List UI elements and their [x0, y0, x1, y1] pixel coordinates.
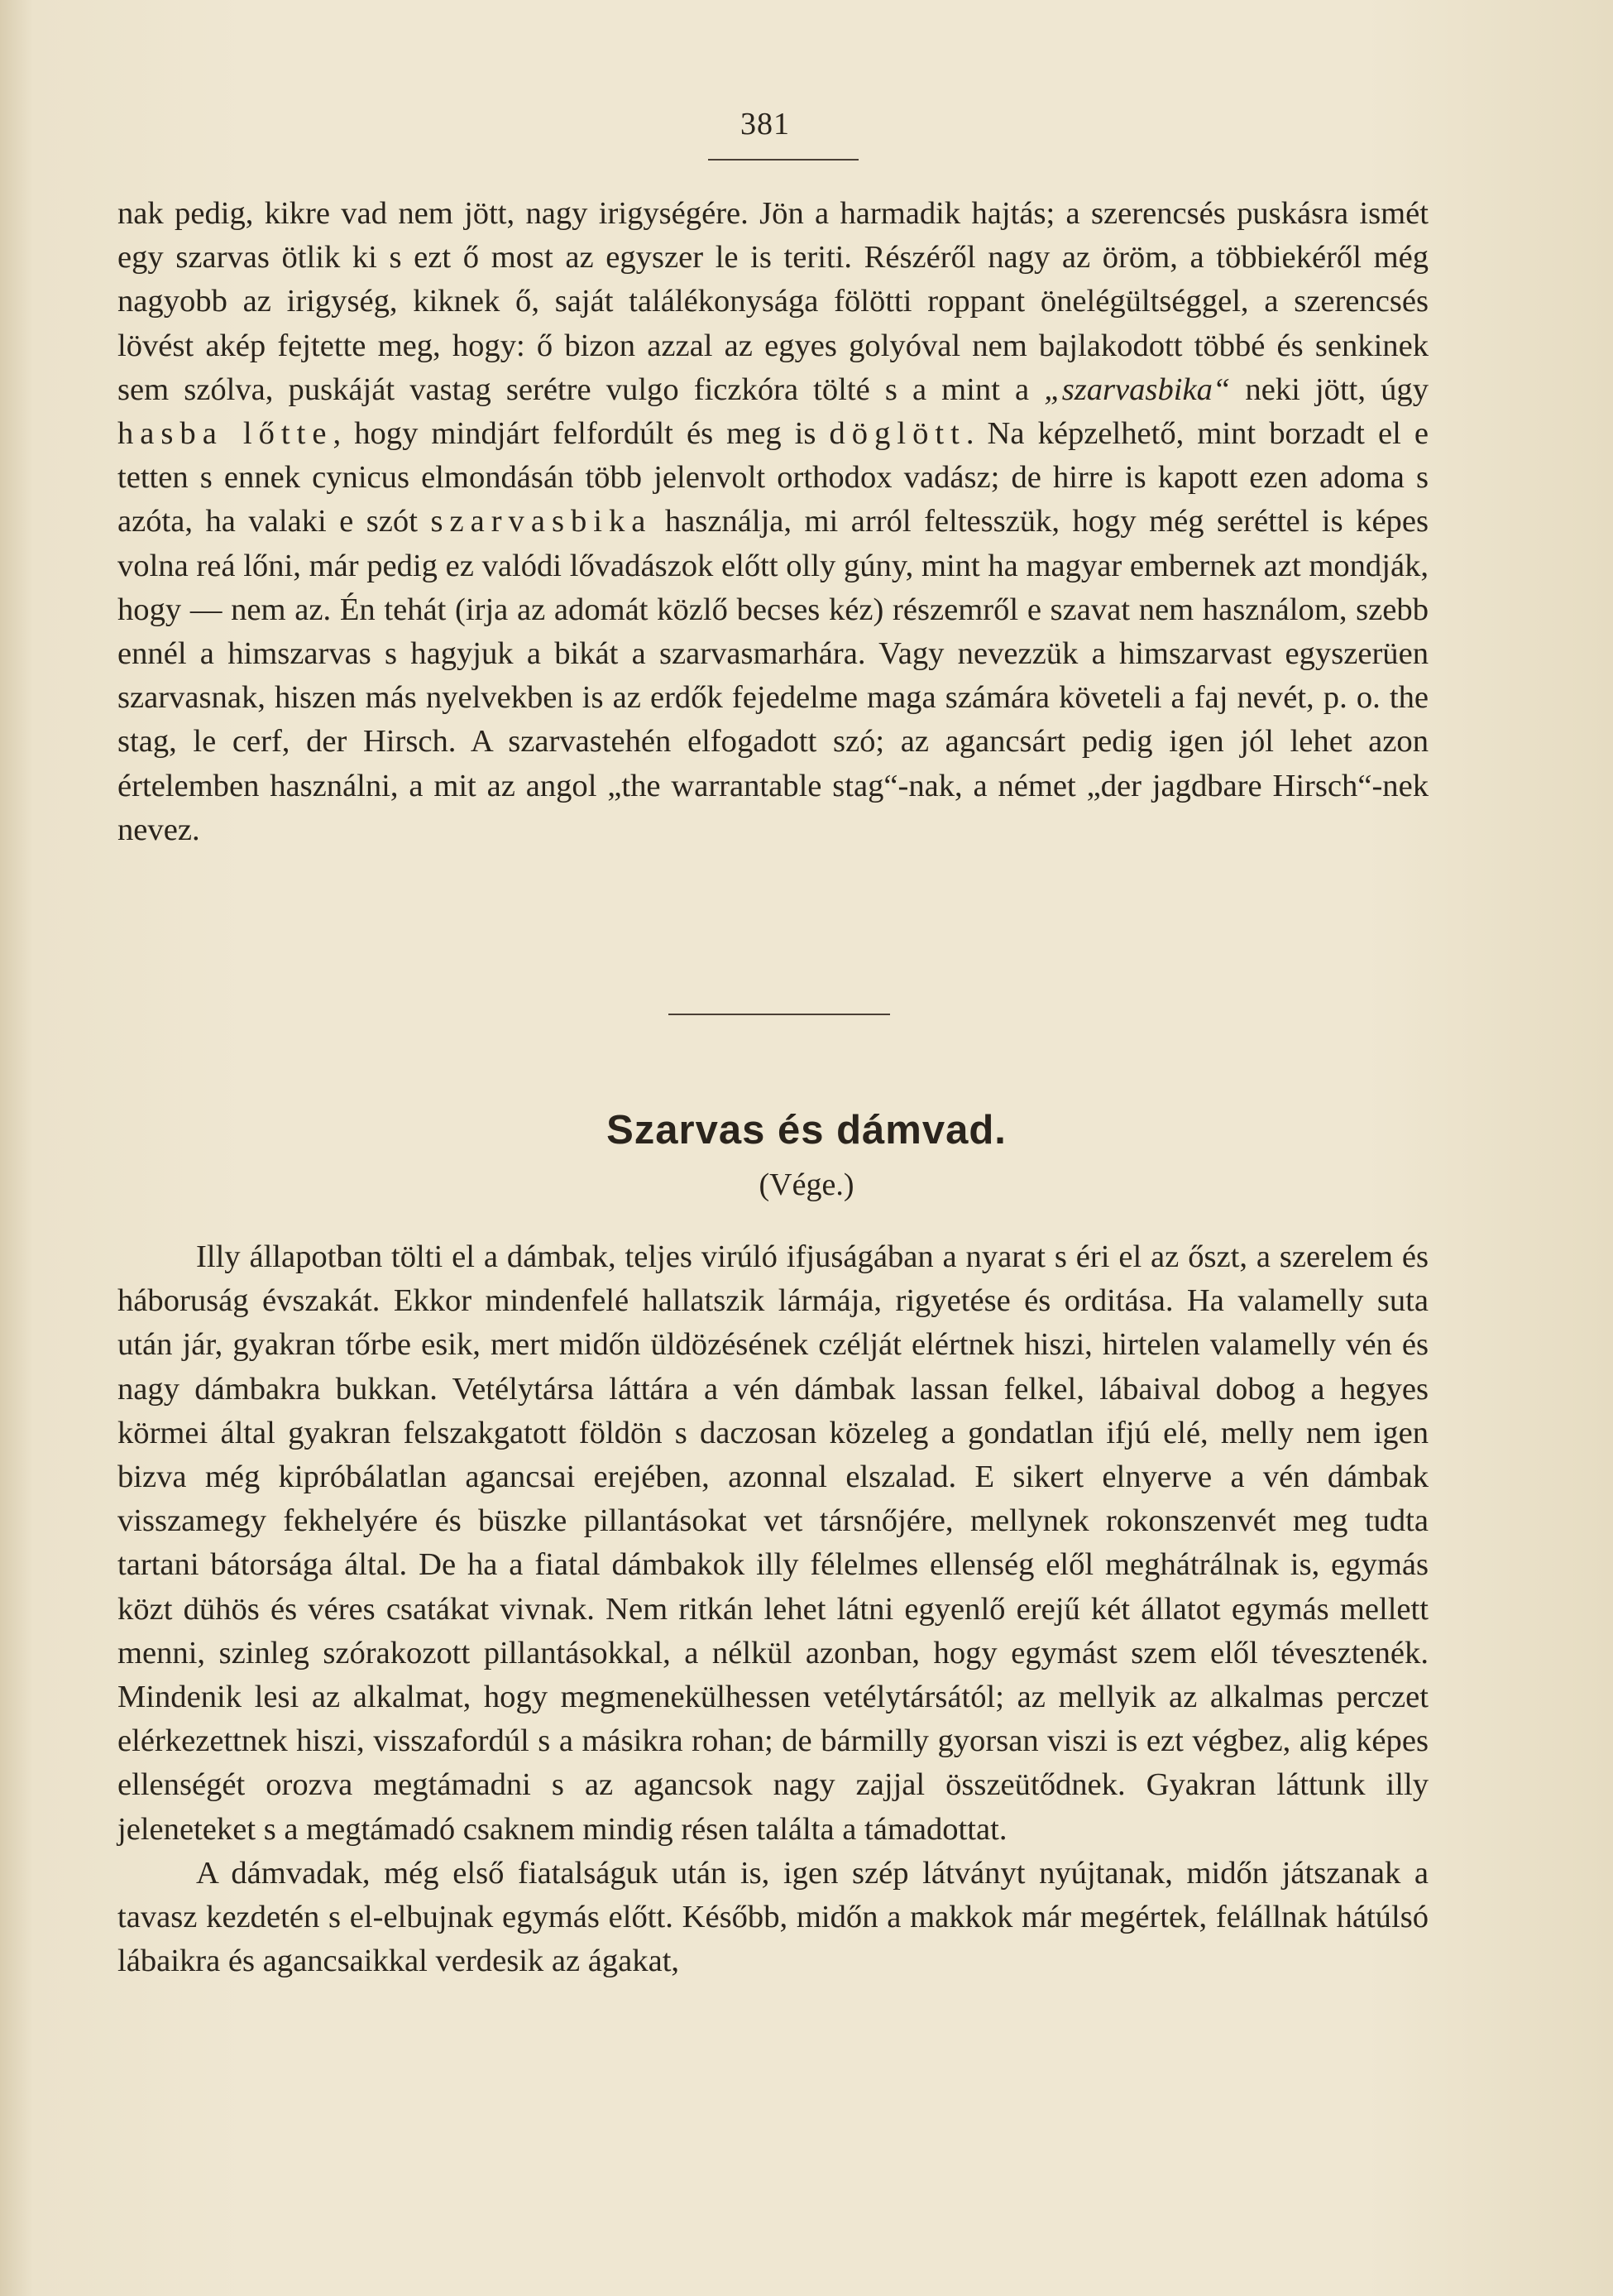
- page-number: 381: [740, 107, 790, 141]
- text-segment: . Na képzelhető, mint borzadt el e tetten s ennek cynicus elmondásán több jelenvolt orthodox vadász; de hirre is kapott ezen adoma s azóta, ha valaki e szót: [117, 416, 1429, 539]
- page-number-rule: [708, 159, 859, 161]
- article-paragraph: A dámvadak, még első fiatalságuk után is, igen szép látványt nyújtanak, midőn játszanak a tavasz kezdetén s el-elbujnak egymás előtt. Később, midőn a makkok már megértek, felállnak hátúlsó lábaikra és agancsaikkal verdesik az ágakat,: [117, 1855, 1429, 1979]
- text-segment-spaced: hasba lőtte: [117, 416, 333, 452]
- text-segment: , hogy mindjárt felfordúlt és meg is: [333, 416, 830, 452]
- article-subtitle: (Vége.): [759, 1167, 854, 1202]
- text-segment-spaced: döglött: [829, 416, 966, 452]
- text-segment: használja, mi arról feltesszük, hogy még seréttel is képes volna reá lőni, már pedig ez valódi lővadászok előtt olly gúny, mint ha magyar embernek azt mondják, hogy — nem az. Én tehát (irja az adomát közlő becses kéz) részemről e szavat nem használom, szebb ennél a himszarvas s hagyjuk a bikát a szarvasmarhára. Vagy nevezzük a himszarvast egyszerüen szarvasnak, hiszen más nyelvekben is az erdők fejedelme maga számára követeli a faj nevét, p. o. the stag, le cerf, der Hirsch. A szarvastehén elfogadott szó; az agancsárt pedig igen jól lehet azon értelemben használni, a mit az angol „the warrantable stag“-nak, a német „der jagdbare Hirsch“-nek nevez.: [117, 504, 1429, 847]
- text-segment: nak pedig, kikre vad nem jött, nagy irigységére. Jön a harmadik hajtás; a szerencsés puskásra ismét egy szarvas ötlik ki s ezt ő most az egyszer le is teriti. Részéről nagy az öröm, a többiekéről még nagyobb az irigység, kiknek ő, saját találékonysága fölötti roppant önelégültséggel, a szerencsés lövést akép fejtette meg, hogy: ő bizon azzal az egyes golyóval nem bajlakodott többé és senkinek sem szólva, puskáját vastag serétre vulgo ficzkóra tölté s a mint a: [117, 196, 1429, 407]
- text-segment-italic: „szarvasbika“: [1044, 371, 1231, 407]
- continued-paragraph: [117, 192, 1429, 852]
- text-segment-spaced: szarvasbika: [430, 504, 653, 539]
- article-title: Szarvas és dámvad.: [606, 1108, 1007, 1153]
- text-segment: neki jött, úgy: [1230, 371, 1429, 407]
- section-separator: [668, 1014, 890, 1015]
- article-paragraph: Illy állapotban tölti el a dámbak, teljes virúló ifjuságában a nyarat s éri el az őszt, a szerelem és háboruság évszakát. Ekkor mindenfelé hallatszik lármája, rigyetése és orditása. Ha valamelly suta után jár, gyakran tőrbe esik, mert midőn üldözésének czélját elértnek hiszi, hirtelen valamelly vén és nagy dámbakra bukkan. Vetélytársa láttára a vén dámbak lassan felkel, lábaival dobog a hegyes körmei által gyakran felszakgatott földön s daczosan közeleg a gondatlan ifjú elé, melly nem igen bizva még kipróbálatlan agancsai erejében, azonnal elszalad. E sikert elnyerve a vén dámbak visszamegy fekhelyére és büszke pillantásokat vet társnőjére, mellynek rokonszenvét meg tudta tartani bátorsága által. De ha a fiatal dámbakok illy félelmes ellenség elől meghátrálnak is, egymás közt dühös és véres csatákat vivnak. Nem ritkán lehet látni egyenlő erejű két állatot egymás mellett menni, szinleg szórakozott pillantásokkal, a nélkül azonban, hogy egymást szem elől tévesztenék. Mindenik lesi az alkalmat, hogy megmenekülhessen vetélytársától; az mellyik az alkalmas perczet elérkezettnek hiszi, visszafordúl s a másikra rohan; de bármilly gyorsan viszi is ezt végbez, alig képes ellenségét orozva megtámadni s az agancsok nagy zajjal összeütődnek. Gyakran láttunk illy jeleneteket s a megtámadó csaknem mindig résen találta a támadottat.: [117, 1239, 1429, 1847]
- article-body: [117, 1235, 1429, 1983]
